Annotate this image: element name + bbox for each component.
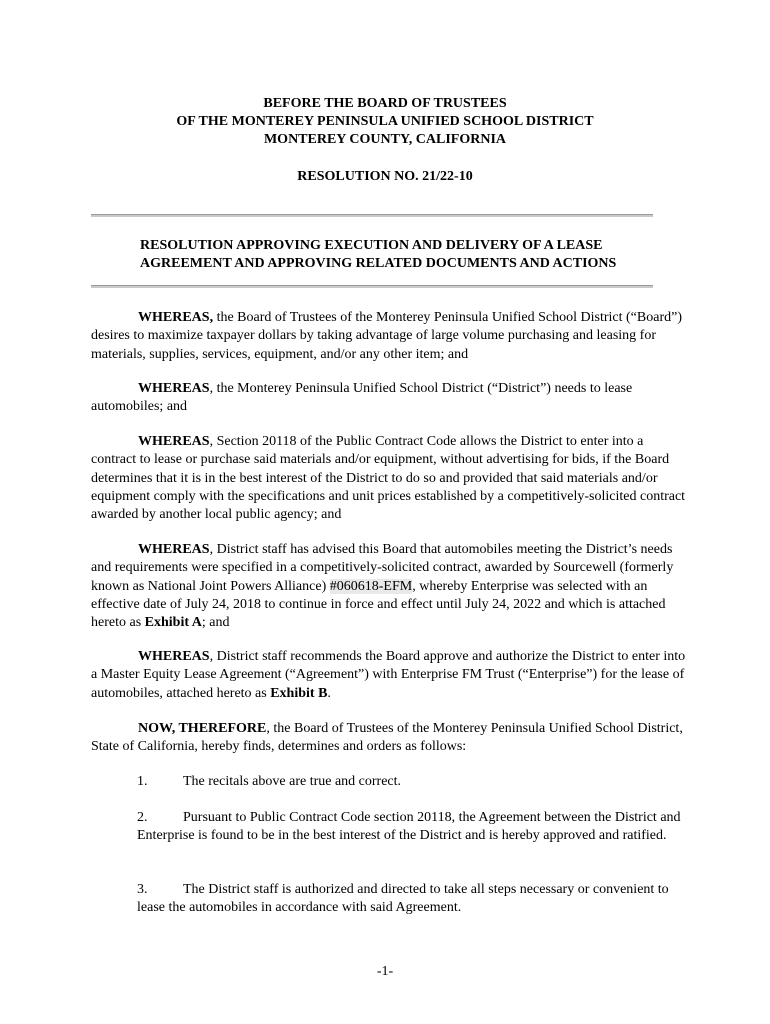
whereas-text: , whereby Enterprise was selected with an effective date of July 24, 2018 to continue in force and effect until July 24, 2022 and which is attached hereto as <box>91 578 666 631</box>
now-therefore-paragraph <box>91 720 691 757</box>
whereas-lead: WHEREAS <box>138 381 210 396</box>
whereas-text: the Board of Trustees of the Monterey Peninsula Unified School District (“Board”) desires to maximize taxpayer dollars by taking advantage of large volume purchasing and leasing for materials, supplies, services, equipment, and/or any other item; and <box>91 310 682 362</box>
resolution-number: RESOLUTION NO. 21/22-10 <box>297 169 473 184</box>
now-therefore-lead: NOW, THEREFORE <box>138 721 267 736</box>
exhibit-b-reference: Exhibit B <box>270 685 328 701</box>
page-number: -1- <box>376 964 394 979</box>
whereas-text: , Section 20118 of the Public Contract Code allows the District to enter into a contract to lease or purchase said materials and/or equipment, without advertising for bids, if the Board determines that it is in the best interest of the District to do so and provided that said materials and/or equipment comply with the specifications and unit prices established by a competitively-solicited contract awarded by another local public agency; and <box>91 434 686 523</box>
whereas-lead: WHEREAS <box>138 649 210 664</box>
whereas-paragraph-4 <box>91 541 691 632</box>
list-item <box>137 809 682 846</box>
list-item-number: 3. <box>137 882 148 897</box>
list-item-number: 2. <box>137 810 148 825</box>
top-divider <box>91 214 653 217</box>
whereas-paragraph-1 <box>91 309 691 364</box>
whereas-text: , District staff recommends the Board approve and authorize the District to enter into a Master Equity Lease Agreement (“Agreement”) with Enterprise FM Trust (“Enterprise”) for the lease of automobiles, attached hereto as <box>91 649 686 701</box>
whereas-lead: WHEREAS <box>138 542 210 557</box>
whereas-paragraph-2 <box>91 380 691 417</box>
list-item-text: Pursuant to Public Contract Code section 20118, the Agreement between the District and Enterprise is found to be in the best interest of the District and is hereby approved and ratified. <box>137 810 681 844</box>
whereas-lead: WHEREAS <box>138 434 210 449</box>
list-item <box>137 881 682 918</box>
whereas-paragraph-3 <box>91 433 691 524</box>
whereas-lead: WHEREAS, <box>138 310 214 325</box>
contract-number: #060618-EFM <box>329 578 413 594</box>
bottom-divider <box>91 285 653 288</box>
whereas-text: . <box>327 685 331 701</box>
exhibit-a-reference: Exhibit A <box>144 615 202 631</box>
resolution-title-line-1: RESOLUTION APPROVING EXECUTION AND DELIVERY OF A LEASE <box>140 238 603 253</box>
whereas-paragraph-5 <box>91 648 691 703</box>
header-line-2: OF THE MONTEREY PENINSULA UNIFIED SCHOOL DISTRICT <box>176 114 594 129</box>
whereas-text: ; and <box>201 615 230 631</box>
whereas-text: , the Monterey Peninsula Unified School District (“District”) needs to lease automobiles; and <box>91 381 633 415</box>
resolution-title <box>140 237 680 273</box>
header-line-3: MONTEREY COUNTY, CALIFORNIA <box>263 132 507 147</box>
whereas-text: , District staff has advised this Board that automobiles meeting the District’s needs and requirements were specified in a competitively-solicited contract, awarded by Sourcewell (formerly known as National Joint Powers Alliance) <box>91 542 674 594</box>
list-item-text: The District staff is authorized and directed to take all steps necessary or convenient to lease the automobiles in accordance with said Agreement. <box>137 882 669 916</box>
resolution-title-line-2: AGREEMENT AND APPROVING RELATED DOCUMENTS AND ACTIONS <box>140 256 617 271</box>
list-item <box>137 773 682 791</box>
list-item-number: 1. <box>137 774 148 789</box>
now-therefore-text: , the Board of Trustees of the Monterey Peninsula Unified School District, State of California, hereby finds, determines and orders as follows: <box>91 721 683 755</box>
header-line-1: BEFORE THE BOARD OF TRUSTEES <box>263 96 507 111</box>
list-item-text: The recitals above are true and correct. <box>183 774 402 789</box>
